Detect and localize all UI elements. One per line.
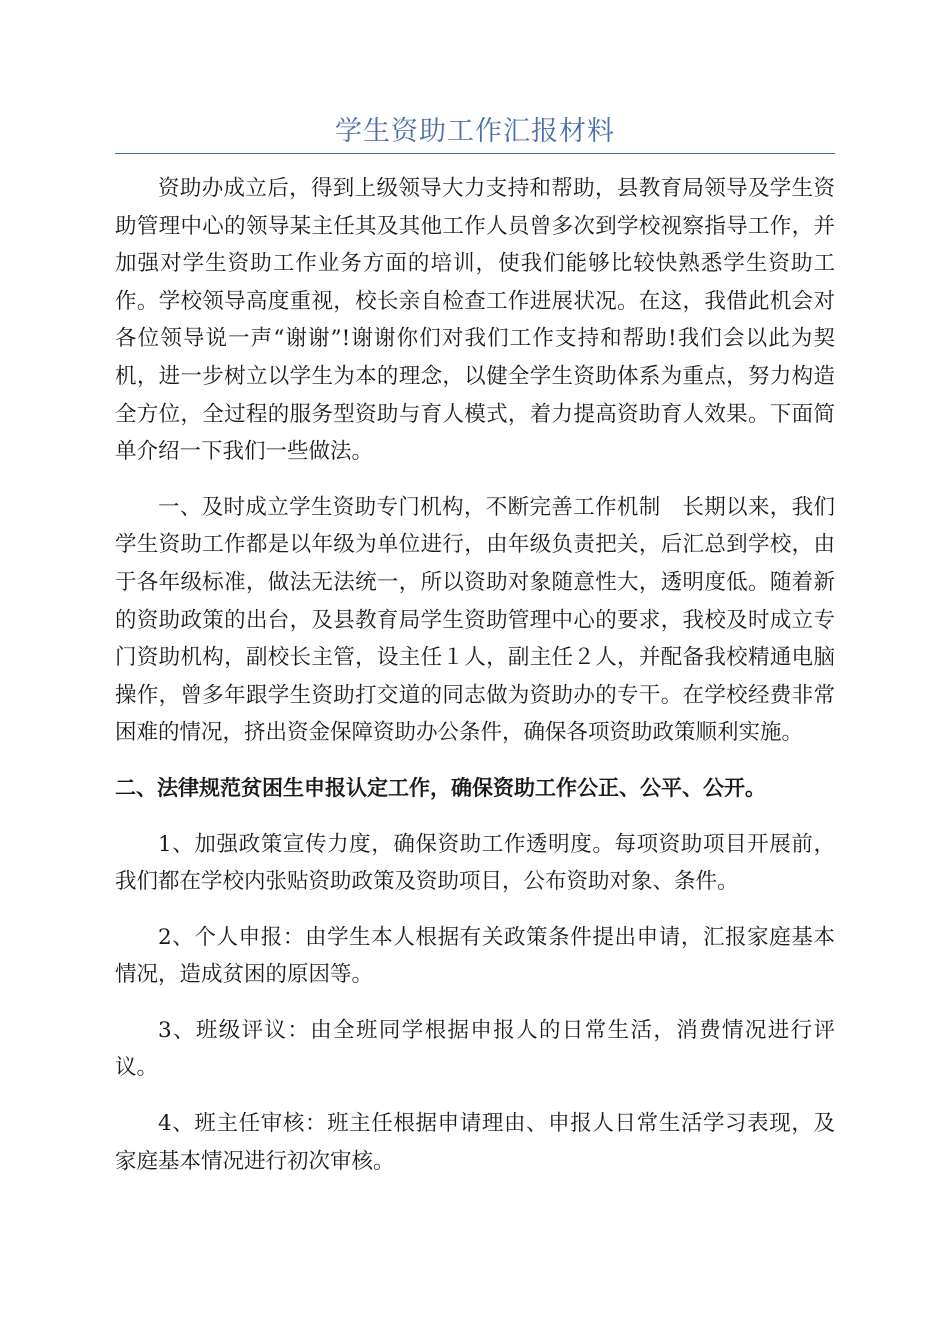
list-item: 3、班级评议：由全班同学根据申报人的日常生活，消费情况进行评议。 — [115, 1017, 835, 1081]
section-one-paragraph: 一、及时成立学生资助专门机构，不断完善工作机制 长期以来，我们学生资助工作都是以年级为单位进行，由年级负责把关，后汇总到学校，由于各年级标准，做法无法统一，所以资助对象随意性大，透明度低。随着新的资助政策的出台，及县教育局学生资助管理中心的要求，我校及时成立专门资助机构，副校长主管，设主任１人，副主任２人，并配备我校精通电脑操作，曾多年跟学生资助打交道的同志做为资助办的专干。在学校经费非常困难的情况，挤出资金保障资助办公条件，确保各项资助政策顺利实施。 — [115, 494, 835, 746]
list-item: 2、个人申报：由学生本人根据有关政策条件提出申请，汇报家庭基本情况，造成贫困的原因等。 — [115, 924, 835, 988]
document-title: 学生资助工作汇报材料 — [335, 116, 615, 147]
intro-paragraph: 资助办成立后，得到上级领导大力支持和帮助，县教育局领导及学生资助管理中心的领导某主任其及其他工作人员曾多次到学校视察指导工作，并加强对学生资助工作业务方面的培训，使我们能够比较快熟悉学生资助工作。学校领导高度重视，校长亲自检查工作进展状况。在这，我借此机会对各位领导说一声“谢谢”!谢谢你们对我们工作支持和帮助!我们会以此为契机，进一步树立以学生为本的理念，以健全学生资助体系为重点，努力构造全方位，全过程的服务型资助与育人模式，着力提高资助育人效果。下面简单介绍一下我们一些做法。 — [115, 176, 835, 465]
list-item: 1、加强政策宣传力度，确保资助工作透明度。每项资助项目开展前，我们都在学校内张贴资助政策及资助项目，公布资助对象、条件。 — [115, 831, 835, 895]
section-two-heading: 二、法律规范贫困生申报认定工作，确保资助工作公正、公平、公开。 — [115, 775, 766, 800]
title-underline — [115, 153, 835, 154]
list-item: 4、班主任审核：班主任根据申请理由、申报人日常生活学习表现，及家庭基本情况进行初次审核。 — [115, 1111, 835, 1174]
document-body — [115, 170, 835, 1198]
